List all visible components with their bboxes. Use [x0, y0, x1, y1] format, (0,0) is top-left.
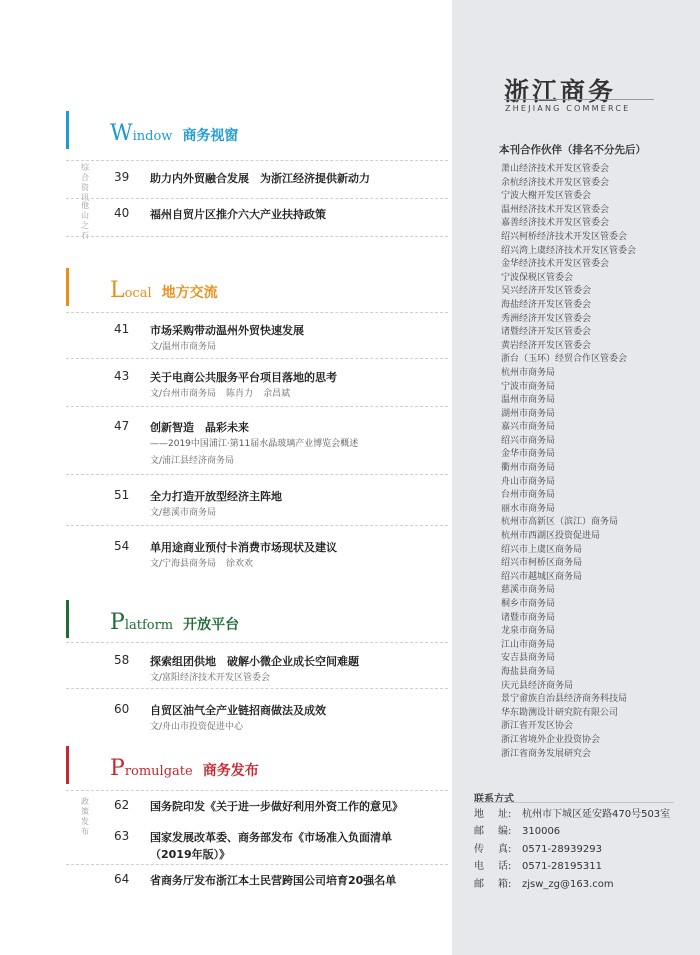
partner-item: 浙江省开发区协会: [501, 721, 574, 732]
contact-value: 310006: [522, 826, 561, 838]
partner-item: 绍兴市商务局: [501, 435, 556, 446]
section-chinese: 地方交流: [161, 285, 218, 301]
page-number: 40: [114, 206, 130, 220]
partner-item: 嘉兴市商务局: [501, 422, 556, 433]
article-author: 文/宁海县商务局 徐欢欢: [150, 559, 254, 569]
article-subtitle: ——2019中国浦江·第11届水晶玻璃产业博览会概述: [150, 439, 359, 449]
partner-item: 衢州市商务局: [501, 463, 556, 474]
contact-item: [474, 858, 670, 875]
contact-item: [474, 823, 670, 840]
article-title[interactable]: 市场采购带动温州外贸快速发展: [150, 324, 304, 337]
page-number: 43: [114, 369, 130, 383]
partner-item: 丽水市商务局: [501, 503, 556, 514]
page-number: 62: [114, 798, 130, 812]
partner-item: 台州市商务局: [501, 490, 556, 501]
divider: [66, 312, 448, 313]
partner-item: 湖州市商务局: [501, 408, 556, 419]
partner-item: 宁波大榭开发区管委会: [501, 191, 592, 202]
article-author: 文/富阳经济技术开发区管委会: [150, 673, 271, 683]
category-tag: 综 合: [81, 163, 89, 182]
sidebar: [452, 0, 700, 955]
divider: [66, 160, 448, 161]
divider: [66, 864, 448, 865]
partner-item: 温州经济技术开发区管委会: [501, 204, 610, 215]
partner-item: 金华经济技术开发区管委会: [501, 259, 610, 270]
article-author: 文/温州市商务局: [150, 342, 217, 352]
divider: [66, 688, 448, 689]
article-title[interactable]: 创新智造 晶彩未来: [150, 421, 249, 434]
article-author: 文/慈溪市商务局: [150, 508, 217, 518]
article-title-line2[interactable]: （2019年版）》: [150, 848, 231, 861]
contact-value: 0571-28195311: [522, 861, 602, 873]
divider: [66, 406, 448, 407]
section-title: [110, 610, 239, 635]
contact-label-suffix: 话:: [498, 861, 512, 873]
article-title[interactable]: 国务院印发《关于进一步做好利用外资工作的意见》: [150, 800, 403, 813]
section-header-platform: [66, 600, 446, 640]
partner-item: 宁波保税区管委会: [501, 272, 574, 283]
contact-label-suffix: 真:: [498, 843, 512, 855]
section-chinese: 开放平台: [183, 617, 240, 633]
section-title: [110, 278, 218, 303]
section-english: romulgate: [124, 764, 193, 779]
partner-item: 绍兴柯桥经济技术开发区管委会: [501, 231, 628, 242]
article-title[interactable]: 单用途商业预付卡消费市场现状及建议: [150, 541, 337, 554]
contact-rule: [474, 802, 674, 803]
contact-label: 地: [474, 809, 484, 820]
divider: [66, 525, 448, 526]
section-accent-bar: [66, 268, 69, 306]
partner-item: 绍兴市越城区商务局: [501, 571, 583, 582]
contact-title: 联系方式: [474, 794, 514, 805]
article-title[interactable]: 全力打造开放型经济主阵地: [150, 490, 282, 503]
section-initial: W: [110, 121, 133, 146]
section-accent-bar: [66, 746, 69, 784]
partner-item: 杭州市西湖区投资促进局: [501, 531, 601, 542]
partner-item: 金华市商务局: [501, 449, 556, 460]
partner-item: 浙江省境外企业投资协会: [501, 734, 601, 745]
magazine-logo-english: ZHEJIANG COMMERCE: [505, 104, 631, 113]
section-initial: P: [110, 756, 125, 781]
contact-label: 邮: [474, 826, 484, 838]
section-header-promulgate: [66, 746, 446, 786]
partner-item: 萧山经济技术开发区管委会: [501, 164, 610, 174]
article-title[interactable]: 探索组团供地 破解小微企业成长空间难题: [150, 655, 359, 668]
section-english: ocal: [124, 286, 152, 301]
section-title: [110, 121, 238, 146]
partner-item: 宁波市商务局: [501, 381, 556, 392]
partner-item: 诸暨市商务局: [501, 612, 556, 623]
partner-item: 绍兴市柯桥区商务局: [501, 558, 583, 569]
partners-title: 本刊合作伙伴（排名不分先后）: [499, 144, 646, 156]
article-title[interactable]: 福州自贸片区推介六大产业扶持政策: [150, 208, 326, 221]
article-author: 文/浦江县经济商务局: [150, 456, 235, 466]
contact-label-suffix: 址:: [498, 809, 512, 820]
section-chinese: 商务视窗: [182, 128, 239, 144]
partner-item: 安吉县商务局: [501, 653, 556, 664]
page-number: 41: [114, 322, 130, 336]
section-title: [110, 756, 259, 781]
section-initial: L: [110, 278, 125, 303]
article-title[interactable]: 关于电商公共服务平台项目落地的思考: [150, 371, 337, 384]
partner-item: 杭州市高新区（滨江）商务局: [501, 517, 619, 528]
logo-rule: [504, 99, 654, 100]
partner-item: 桐乡市商务局: [501, 599, 556, 609]
partner-item: 温州市商务局: [501, 395, 556, 406]
page-number: 51: [114, 488, 130, 502]
divider: [66, 642, 448, 643]
section-header-window: [66, 111, 446, 151]
section-accent-bar: [66, 111, 69, 149]
article-author: 文/舟山市投资促进中心: [150, 722, 244, 732]
contact-item: [474, 841, 670, 858]
partner-item: 海盐经济开发区管委会: [501, 299, 592, 310]
page-number: 63: [114, 829, 130, 843]
contact-list: [474, 806, 670, 893]
partner-item: 余杭经济技术开发区管委会: [501, 177, 610, 188]
partner-item: 杭州市商务局: [501, 367, 556, 378]
partner-item: 慈溪市商务局: [501, 585, 556, 596]
partner-item: 诸暨经济开发区管委会: [501, 327, 592, 338]
partner-item: 华东勘测设计研究院有限公司: [501, 707, 619, 718]
article-title[interactable]: 国家发展改革委、商务部发布《市场准入负面清单: [150, 831, 392, 844]
divider: [66, 236, 448, 237]
partner-item: 景宁畲族自治县经济商务科技局: [501, 694, 628, 705]
contact-label-suffix: 箱:: [498, 878, 512, 890]
page-number: 60: [114, 702, 130, 716]
divider: [66, 198, 448, 199]
partner-item: 龙泉市商务局: [501, 626, 556, 637]
article-author: 文/台州市商务局 陈肖力 余昌斌: [150, 389, 291, 399]
contact-label: 邮: [474, 878, 484, 890]
partner-item: 庆元县经济商务局: [501, 680, 574, 691]
contact-value: zjsw_zg@163.com: [522, 878, 614, 890]
partner-item: 嘉善经济技术开发区管委会: [501, 218, 610, 229]
section-english: latform: [124, 618, 174, 633]
category-tag: 他 山: [81, 201, 89, 220]
article-title[interactable]: 助力内外贸融合发展 为浙江经济提供新动力: [150, 172, 370, 185]
category-tag: 政 策: [81, 797, 89, 816]
partner-item: 江山市商务局: [501, 639, 556, 650]
partner-item: 浙台（玉环）经贸合作区管委会: [501, 354, 628, 365]
section-english: indow: [132, 129, 173, 144]
article-title[interactable]: 自贸区油气全产业链招商做法及成效: [150, 704, 326, 717]
section-header-local: [66, 268, 446, 308]
divider: [66, 790, 448, 791]
section-initial: P: [110, 610, 125, 635]
divider: [66, 358, 448, 359]
page-number: 54: [114, 539, 130, 553]
partner-item: 黄岩经济开发区管委会: [501, 340, 592, 351]
contact-item: [474, 876, 670, 893]
article-title[interactable]: 省商务厅发布浙江本土民营跨国公司培育20强名单: [150, 874, 397, 887]
partner-item: 绍兴市上虞区商务局: [501, 544, 583, 555]
page-number: 64: [114, 872, 130, 886]
category-tag: 之 石: [81, 221, 89, 240]
partner-item: 秀洲经济开发区管委会: [501, 313, 592, 324]
contact-value: 0571-28939293: [522, 843, 602, 855]
contact-label-suffix: 编:: [498, 826, 512, 838]
divider: [66, 474, 448, 475]
category-tag: 发 布: [81, 817, 89, 836]
partner-item: 海盐县商务局: [501, 666, 556, 677]
magazine-logo: 浙江商务: [504, 77, 617, 106]
page-number: 58: [114, 653, 130, 667]
contact-value: 杭州市下城区延安路470号503室: [522, 809, 671, 820]
page-number: 47: [114, 419, 130, 433]
partner-item: 绍兴湾上虞经济技术开发区管委会: [501, 245, 637, 256]
partner-item: 浙江省商务发展研究会: [501, 748, 592, 759]
page-number: 39: [114, 170, 130, 184]
partner-item: 舟山市商务局: [501, 476, 556, 487]
section-accent-bar: [66, 600, 69, 638]
partner-list: [501, 163, 636, 761]
partner-item: 吴兴经济开发区管委会: [501, 286, 592, 297]
contact-label: 电: [474, 861, 484, 873]
contact-label: 传: [474, 843, 484, 855]
category-tag: 资 讯: [81, 183, 89, 202]
section-chinese: 商务发布: [202, 763, 259, 779]
contact-item: [474, 806, 670, 823]
